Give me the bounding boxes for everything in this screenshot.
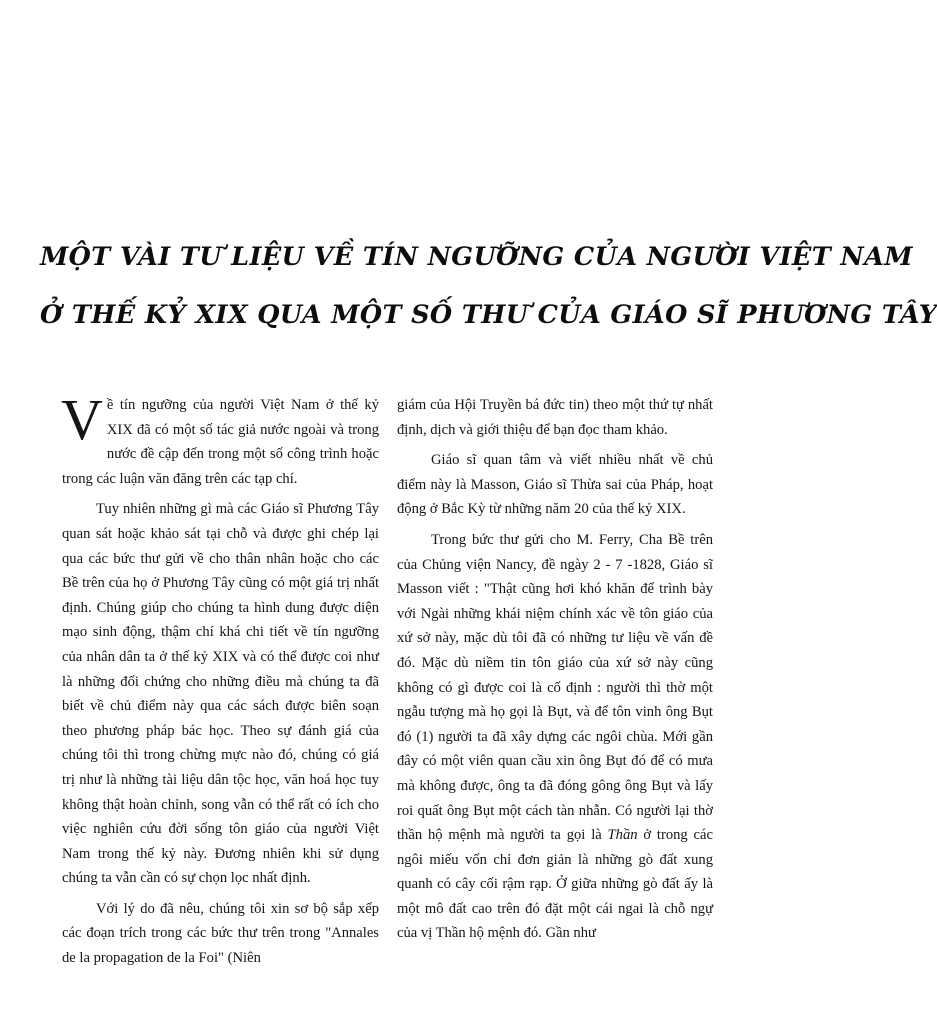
paragraph-intro-text: ề tín ngưỡng của người Việt Nam ở thế kỷ XIX đã có một số tác giả nước ngoài và trong nước đề cập đến trong một số công trình hoặc trong các luận văn đăng trên các tạp chí. <box>62 397 379 487</box>
title-line-1: MỘT VÀI TƯ LIỆU VỀ TÍN NGƯỠNG CỦA NGƯỜI VIỆT NAM <box>40 242 913 272</box>
paragraph-continued: giám của Hội Truyền bá đức tin) theo một thứ tự nhất định, dịch và giới thiệu để bạn đọc tham khảo. <box>397 397 713 438</box>
title-line-2: Ở THẾ KỶ XIX QUA MỘT SỐ THƯ CỦA GIÁO SĨ PHƯƠNG TÂY <box>40 300 937 330</box>
emphasis-than: Thần <box>607 827 638 844</box>
paragraph-3: Với lý do đã nêu, chúng tôi xin sơ bộ sắp xếp các đoạn trích trong các bức thư trên trong "Annales de la propagation de la Foi" (Niên <box>62 900 379 967</box>
paragraph-4: Giáo sĩ quan tâm và viết nhiều nhất về chủ điểm này là Masson, Giáo sĩ Thừa sai của Pháp, hoạt động ở Bắc Kỳ từ những năm 20 của thế kỷ XIX. <box>397 452 713 518</box>
paragraph-5-text-b: ở trong các ngôi miếu vốn chỉ đơn giản là những gò đất xung quanh có cây cối rậm rạp. Ở giữa những gò đất ấy là một mô đất cao trên đó đặt một cái ngai là chỗ ngự của vị Thần hộ mệnh đó. Gần như <box>397 827 713 942</box>
drop-cap: V <box>61 387 103 452</box>
paragraph-5 <box>397 528 713 946</box>
paragraph-5-text-a: Trong bức thư gửi cho M. Ferry, Cha Bề trên của Chủng viện Nancy, đề ngày 2 - 7 -1828, Giáo sĩ Masson viết : "Thật cũng hơi khó khăn để trình bày với Ngài những khái niệm chính xác về tôn giáo của xứ sở này, mặc dù tôi đã có những tư liệu về vấn đề đó. Mặc dù niềm tin tôn giáo của xứ sở này cũng không có gì được coi là cố định : người thì thờ một ngẫu tượng mà họ gọi là Bụt, và để tôn vinh ông Bụt đó (1) người ta đã xây dựng các ngôi chùa. Mới gần đây có một viên quan cầu xin ông Bụt đó để có mưa mà không được, ông ta đã đóng gông ông Bụt và lấy roi quất ông Bụt một cách tàn nhẫn. Có người lại thờ thần hộ mệnh mà người ta gọi là <box>397 531 713 844</box>
article-title <box>40 228 937 344</box>
paragraph-2: Tuy nhiên những gì mà các Giáo sĩ Phương Tây quan sát hoặc khảo sát tại chỗ và được ghi chép lại qua các bức thư gửi về cho thân nhân hoặc cho các Bề trên của họ ở Phương Tây cũng có một giá trị nhất định. Chúng giúp cho chúng ta hình dung được diện mạo sinh động, thậm chí khá chi tiết về tín ngưỡng của nhân dân ta ở thế kỷ XIX và có thể được coi như là những đối chứng cho những điều mà chúng ta đã biết về chủ điểm này qua các sách được biên soạn theo phương pháp bác học. Theo sự đánh giá của chúng tôi thì trong chừng mực nào đó, chúng có giá trị như là những tài liệu dân tộc học, văn hoá học tuy không thật hoàn chỉnh, song vẫn có thể rất có ích cho việc nghiên cứu đời sống tôn giáo của người Việt Nam trong thế kỷ này. Đương nhiên khi sử dụng chúng ta vẫn cần có sự chọn lọc nhất định. <box>62 501 379 887</box>
left-column <box>61 387 379 977</box>
right-column <box>397 393 713 952</box>
paragraph-intro <box>61 387 379 491</box>
